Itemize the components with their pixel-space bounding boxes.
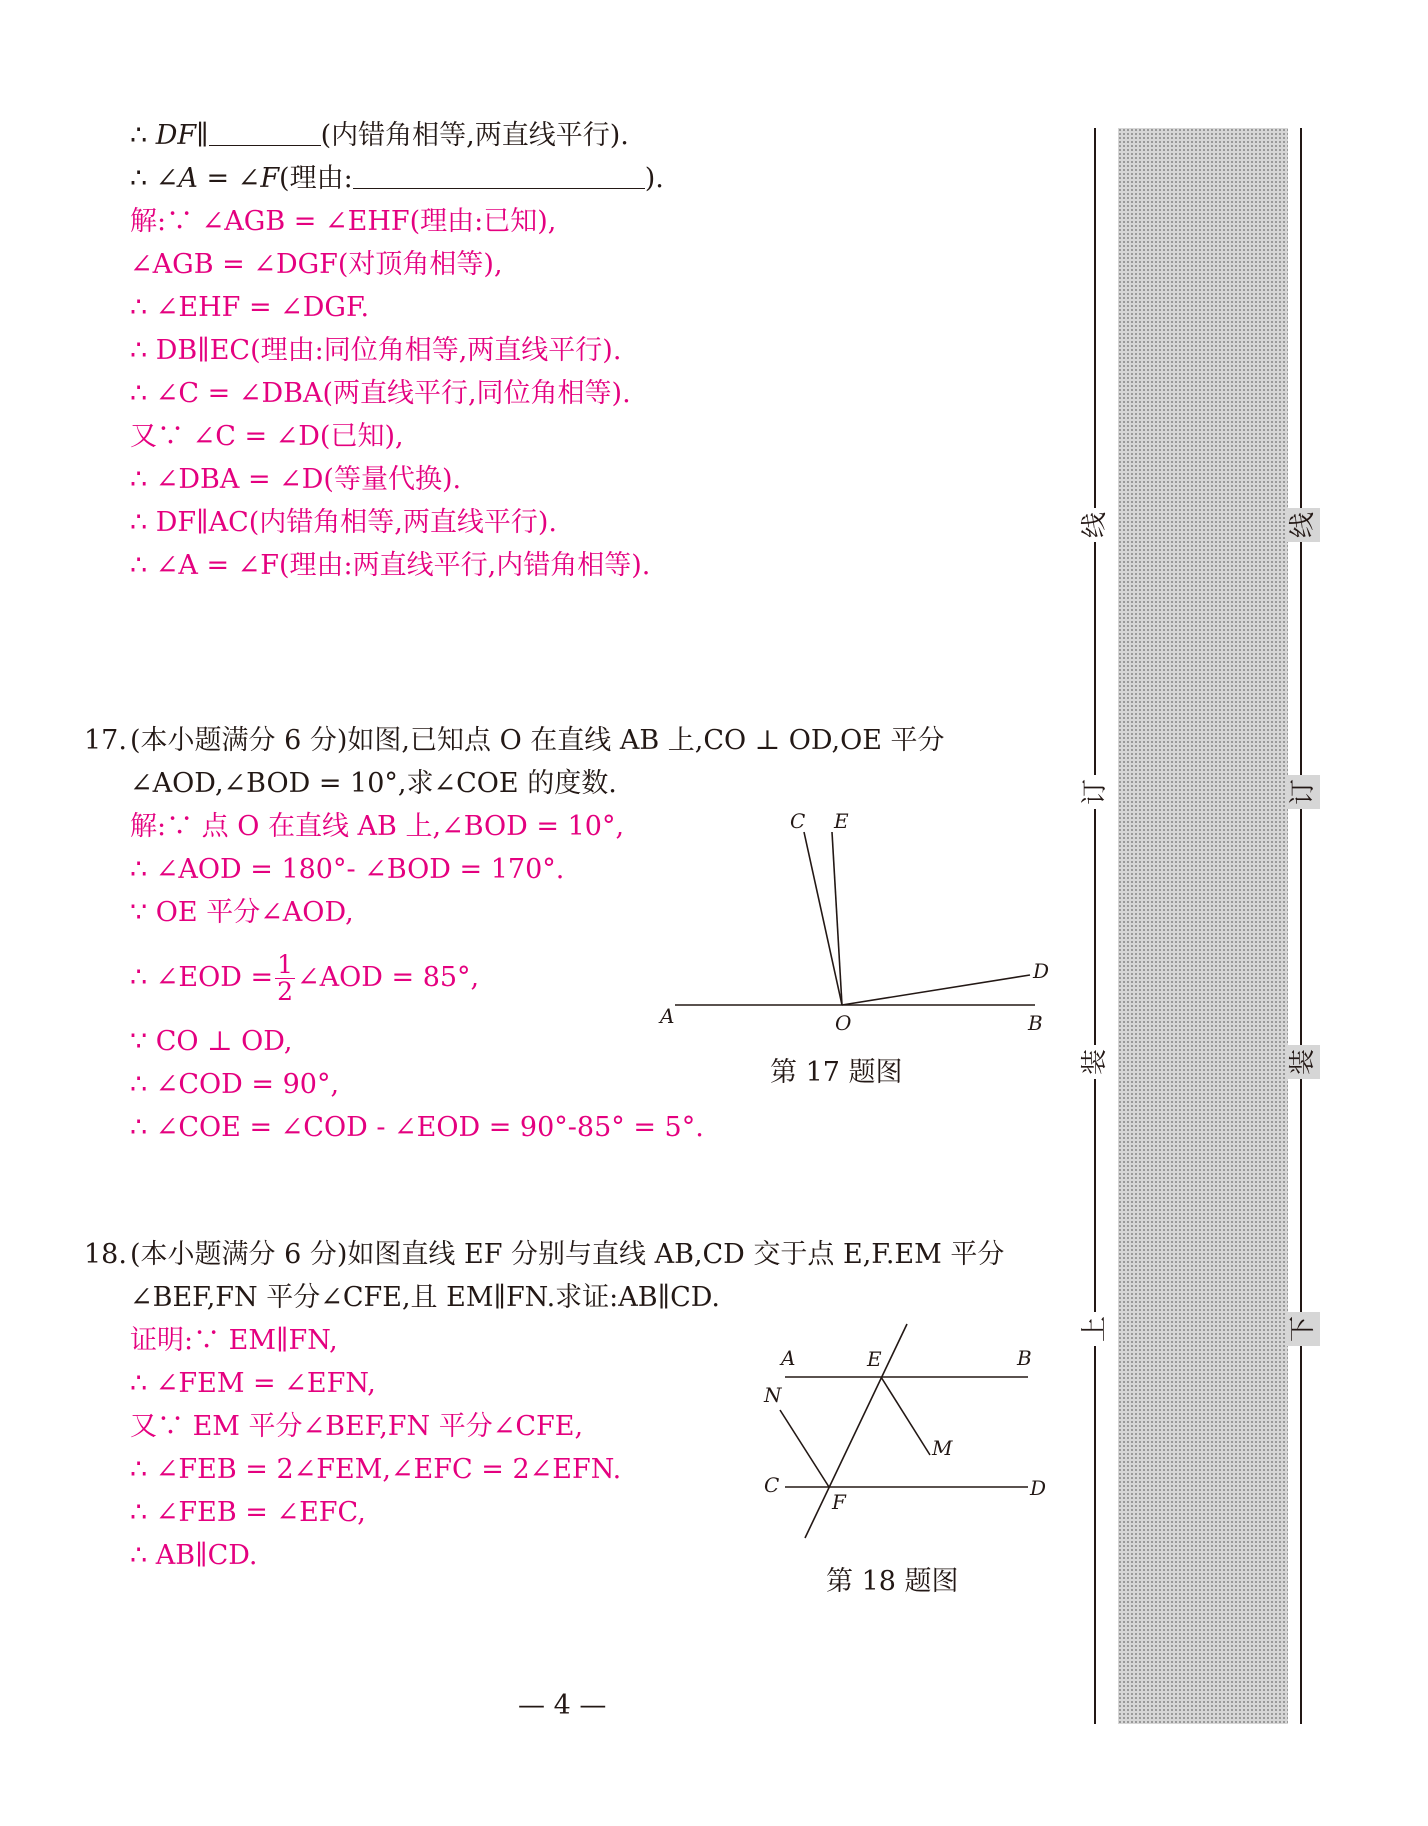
q18-stem-line-1: (本小题满分 6 分)如图直线 EF 分别与直线 AB,CD 交于点 E,F.EM 平分 — [130, 1239, 1005, 1270]
label-d: D — [1030, 1476, 1047, 1500]
binding-char-left-ding: 订 — [1078, 775, 1112, 809]
q18-number: 18. — [84, 1239, 127, 1270]
line-ef — [805, 1324, 907, 1538]
label-m: M — [932, 1436, 953, 1460]
q16-answer-line: ∴ ∠C = ∠DBA(两直线平行,同位角相等). — [130, 378, 631, 409]
q16-answer-line: ∴ DF∥AC(内错角相等,两直线平行). — [130, 507, 558, 538]
ray-em — [881, 1377, 930, 1455]
label-c: C — [790, 809, 806, 833]
label-a: A — [781, 1346, 796, 1370]
page-number: — 4 — — [518, 1690, 607, 1721]
label-n: N — [764, 1383, 782, 1407]
label-a: A — [660, 1004, 675, 1028]
figure-17 — [650, 800, 1050, 1060]
label-d: D — [1033, 959, 1050, 983]
q17-answer-line-4: ∴ ∠EOD = $\frac{1}{2}$ ∠AOD = 85°, — [130, 950, 480, 1006]
q17-answer-line-2: ∴ ∠AOD = 180°- ∠BOD = 170°. — [130, 854, 565, 885]
q17-answer-line-7: ∴ ∠COE = ∠COD - ∠EOD = 90°-85° = 5°. — [130, 1112, 704, 1143]
binding-char-left-shang: 上 — [1078, 1312, 1112, 1346]
q16-conclusion-line-2: ∴ ∠A = ∠F(理由: ). — [130, 163, 664, 194]
q18-answer-line: 证明:∵ EM∥FN, — [130, 1325, 338, 1356]
label-c: C — [764, 1473, 780, 1497]
q16-answer-line: ∴ ∠A = ∠F(理由:两直线平行,内错角相等). — [130, 550, 651, 581]
binding-char-right-zhuang: 装 — [1286, 1045, 1320, 1079]
q17-answer-line-6: ∴ ∠COD = 90°, — [130, 1069, 340, 1100]
binding-line-right — [1300, 128, 1302, 1724]
fraction-one-half: $\frac{1}{2}$ — [277, 950, 293, 1006]
figure-17-caption: 第 17 题图 — [770, 1057, 903, 1088]
label-o: O — [835, 1011, 852, 1035]
label-e: E — [834, 809, 849, 833]
q16-answer-line: ∴ ∠EHF = ∠DGF. — [130, 292, 370, 323]
q17-stem-line-1: (本小题满分 6 分)如图,已知点 O 在直线 AB 上,CO ⊥ OD,OE 平分 — [130, 725, 945, 756]
fill-in-blank[interactable] — [353, 164, 645, 189]
q18-answer-line: ∴ ∠FEB = 2∠FEM,∠EFC = 2∠EFN. — [130, 1454, 622, 1485]
binding-char-left-zhuang: 装 — [1078, 1045, 1112, 1079]
ray-fn — [780, 1410, 829, 1487]
q16-answer-line: 又∵ ∠C = ∠D(已知), — [130, 421, 404, 452]
q18-answer-line: ∴ ∠FEB = ∠EFC, — [130, 1497, 366, 1528]
q16-answer-line: ∴ DB∥EC(理由:同位角相等,两直线平行). — [130, 335, 622, 366]
ray-od — [842, 975, 1030, 1005]
q16-answer-line: 解:∵ ∠AGB = ∠EHF(理由:已知), — [130, 206, 557, 237]
binding-char-left-xian: 线 — [1078, 508, 1112, 542]
binding-char-right-xia: 下 — [1286, 1312, 1320, 1346]
q16-conclusion-line-1: ∴ DF∥ (内错角相等,两直线平行). — [130, 120, 629, 151]
binding-char-right-ding: 订 — [1286, 775, 1320, 809]
label-b: B — [1017, 1346, 1032, 1370]
q17-answer-line-3: ∵ OE 平分∠AOD, — [130, 897, 354, 928]
figure-18-caption: 第 18 题图 — [826, 1566, 959, 1597]
fill-in-blank[interactable] — [209, 121, 321, 146]
q18-answer-line: ∴ ∠FEM = ∠EFN, — [130, 1368, 376, 1399]
q16-answer-line: ∴ ∠DBA = ∠D(等量代换). — [130, 464, 462, 495]
q17-stem-line-2: ∠AOD,∠BOD = 10°,求∠COE 的度数. — [130, 768, 617, 799]
q17-answer-line-5: ∵ CO ⊥ OD, — [130, 1026, 293, 1057]
binding-char-right-xian: 线 — [1286, 508, 1320, 542]
binding-line-left — [1094, 128, 1096, 1724]
q16-answer-line: ∠AGB = ∠DGF(对顶角相等), — [130, 249, 503, 280]
label-e: E — [867, 1347, 882, 1371]
binding-stripe — [1118, 128, 1288, 1724]
label-b: B — [1028, 1011, 1043, 1035]
q18-answer-line: 又∵ EM 平分∠BEF,FN 平分∠CFE, — [130, 1411, 584, 1442]
figure-18 — [760, 1320, 1060, 1580]
label-f: F — [832, 1490, 846, 1514]
q18-answer-line: ∴ AB∥CD. — [130, 1540, 258, 1571]
q18-stem-line-2: ∠BEF,FN 平分∠CFE,且 EM∥FN.求证:AB∥CD. — [130, 1282, 720, 1313]
q17-answer-line-1: 解:∵ 点 O 在直线 AB 上,∠BOD = 10°, — [130, 811, 625, 842]
q17-number: 17. — [84, 725, 127, 756]
